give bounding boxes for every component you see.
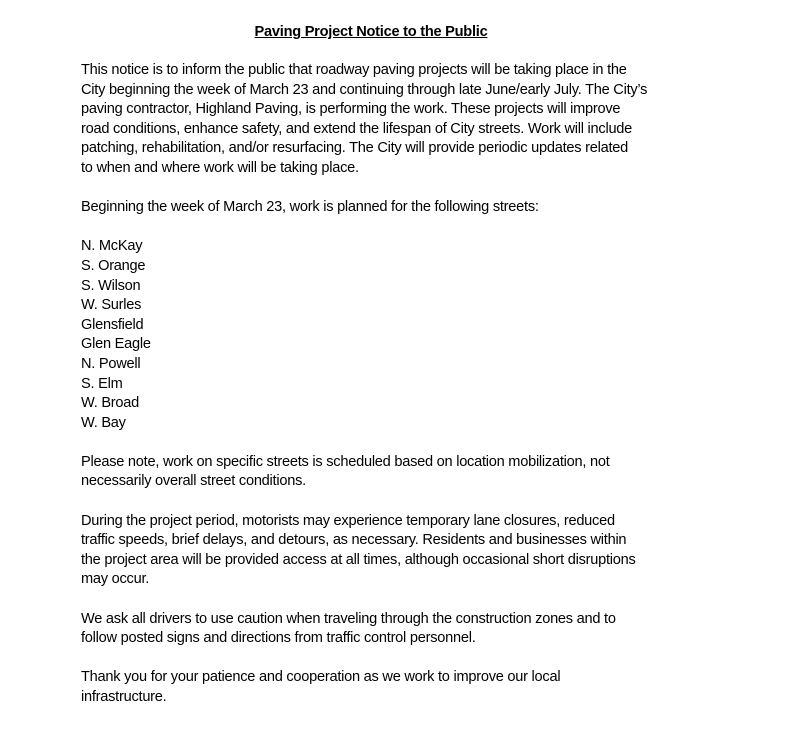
street-list xyxy=(81,237,721,433)
thanks-paragraph xyxy=(81,668,721,707)
note-line: Please note, work on specific streets is scheduled based on location mobilization, not xyxy=(81,453,610,470)
street-item: Glen Eagle xyxy=(81,336,151,353)
intro-line: This notice is to inform the public that roadway paving projects will be taking place in the xyxy=(81,62,627,78)
thanks-line: infrastructure. xyxy=(81,689,167,705)
caution-line: We ask all drivers to use caution when traveling through the construction zones and to xyxy=(81,610,616,627)
thanks-line: Thank you for your patience and cooperation as we work to improve our local xyxy=(81,669,561,686)
caution-line: follow posted signs and directions from traffic control personnel. xyxy=(81,630,476,647)
impacts-line: the project area will be provided access at all times, although occasional short disruptions xyxy=(81,551,636,568)
street-item: S. Orange xyxy=(81,257,146,274)
intro-paragraph xyxy=(81,61,721,179)
street-item: S. Elm xyxy=(81,375,123,392)
street-item: W. Broad xyxy=(81,395,140,412)
intro-line: to when and where work will be taking place. xyxy=(81,159,359,176)
intro-line: City beginning the week of March 23 and continuing through late June/early July. The City’s xyxy=(81,81,648,98)
impacts-line: During the project period, motorists may experience temporary lane closures, reduced xyxy=(81,512,615,529)
street-item: S. Wilson xyxy=(81,277,141,294)
notice-document xyxy=(81,22,721,727)
street-item: W. Bay xyxy=(81,414,126,431)
street-item: N. Powell xyxy=(81,355,141,372)
schedule-heading: Beginning the week of March 23, work is planned for the following streets: xyxy=(81,199,539,216)
note-paragraph xyxy=(81,453,721,492)
note-line: necessarily overall street conditions. xyxy=(81,473,306,490)
street-item: Glensfield xyxy=(81,316,144,333)
impacts-line: may occur. xyxy=(81,571,150,588)
impacts-line: traffic speeds, brief delays, and detours, as necessary. Residents and businesses within xyxy=(81,532,627,549)
caution-paragraph xyxy=(81,610,721,649)
impacts-paragraph xyxy=(81,512,721,590)
street-item: W. Surles xyxy=(81,297,142,314)
street-item: N. McKay xyxy=(81,238,143,255)
intro-line: road conditions, enhance safety, and extend the lifespan of City streets. Work will include xyxy=(81,120,633,137)
document-title: Paving Project Notice to the Public xyxy=(254,24,488,40)
intro-line: patching, rehabilitation, and/or resurfacing. The City will provide periodic updates related xyxy=(81,140,629,157)
intro-line: paving contractor, Highland Paving, is performing the work. These projects will improve xyxy=(81,101,621,118)
